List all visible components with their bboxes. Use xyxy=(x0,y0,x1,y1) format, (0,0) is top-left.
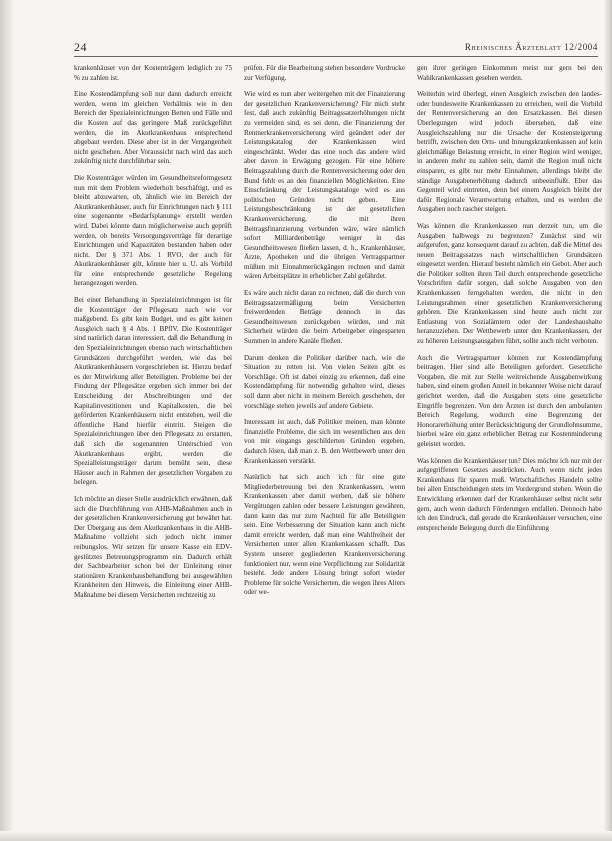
paragraph: Ich möchte an dieser Stelle ausdrücklich erwähnen, daß sich die Durchführung von AHB-Maßnahmen auch in der gesetzlichen Krankenversicherung gut bewährt hat. Der Übergang aus dem Akutkrankenhaus in die AHB-Maßnahme vollzieht sich jedoch nicht immer reibungslos. Wir setzen für unsere Kasse ein EDV-gestütztes Betreuungsprogramm ein. Dadurch erhält der Sachbearbeiter schon bei der Einleitung einer stationären Krankenhausbehandlung bei ausgewählten Krankheiten den Hinweis, die Einleitung einer AHB-Maßnahme bei diesem Versicherten rechtzeitig zu xyxy=(74,494,232,599)
paragraph: Es wäre auch nicht daran zu rechnen, daß die durch von Beitragssatzermäßigung beim Versicherten freiwerdenden Beträge dennoch in das Gesundheitswesen zurückgeben würden, und mit Sicherheit würden die beim Arbeitgeber eingesparten Summen in andere Kanäle fließen. xyxy=(244,289,405,346)
paragraph: krankenhäuser von der Kostenträgern lediglich zu 75 % zu zahlen ist. xyxy=(74,64,232,82)
paragraph: Was können die Krankenkassen nun derzeit tun, um die Ausgaben halbwegs zu begrenzen? Zunächst sind wir aufgerufen, ganz konsequent darauf zu achten, daß die Mittel des neuen Beitragssatzes nach wirtschaftlichen Grundsätzen eingesetzt werden. Hierauf besteht nämlich ein Gebot. Aber auch die Politiker sollten ihren Teil durch entsprechende gesetzliche Vorschriften dafür sorgen, daß solche Ausgaben von den Krankenkassen ferngehalten werden, die nicht in den Leistungsrahmen einer gesetzlichen Krankenversicherung gehören. Die Krankenkassen sind heute auch nicht zur Entlastung von Sozialämtern oder der Landeshaushalte heranzuziehen. Der Wettbewerb unter den Krankenkassen, der zu höheren Leistungsausgaben führt, sollte auch nicht verboten. xyxy=(417,221,602,346)
paragraph: Was können die Krankenhäuser tun? Dies möchte ich nur mit der aufgegriffenen Gesetzes ausdrücken. Auch wenn nicht jedes Krankenhaus für sparen muß. Wirtschaftliches Handeln sollte bei allen Entscheidungen stets im Vordergrund stehen. Wenn die Entwicklung erkennen darf der Krankenhäuser selbst nicht sehr gern, auch wenn dadurch Förderungen entfallen. Dennoch habe ich den Eindruck, daß gerade die Krankenhäuser versuchen, eine entsprechende Belegung durch die Einführung xyxy=(417,456,602,532)
page-header xyxy=(74,40,598,57)
paragraph: Bei einer Behandlung in Spezialeinrichtungen ist für die Kostenträger der Pflegesatz nach wie vor maßgebend. Es gibt kein Budget, und es gibt keinen Ausgleich nach § 4 Abs. 1 BPflV. Die Kostenträger sind natürlich daran interessiert, daß die Behandlung in den Spezialeinrichtungen ebenso nach wirtschaftlichen Grundsätzen durchgeführt werden, wie das bei Akutkrankenhäusern vorgeschrieben ist. Hierzu bedarf es der Mitwirkung aller Beteiligten. Probleme bei der Findung der Pflegesätze ergeben sich immer bei der Entscheidung der Abschreibungen und der Kapitalinvestitionen und Kapitalkosten, die bei geförderten Krankenhäusern nicht entstehen, weil die öffentliche Hand hierfür eintritt. Steigen die Spezialeinrichtungen über den Pflegesatz zu erstatten, daß sich die sogenannten Unterschied von Akutkrankenhaus ergibt, werden die Spezialleistungsträger darum bemüht sein, diese Häuser auch in Rahmen der gesetzlichen Vorgaben zu belegen. xyxy=(74,296,232,487)
scan-shadow-left xyxy=(0,0,14,841)
paragraph: Auch die Vertragspartner können zur Kostendämpfung beitragen. Hier sind alle Beteiligten gefordert. Gesetzliche Vorgaben, die mit zur Stelle weitreichende Ausgabenwirkung haben, sind einem großen Anteil in bekannter Weise nicht darauf gerichtet werden, daß die Ausgaben stets eine gesetzliche Eingriffe begrenzen. Von den Ärzten ist durch den ambulanten Bereich Regelung, wodurch eine Begrenzung der Honorarerhöhung unter Berücksichtigung der Grundlohnsumme, hierbei wäre ein ganz erheblicher Betrag zur Kostenminderung geleistet worden. xyxy=(417,353,602,448)
text-column-1 xyxy=(74,64,232,834)
scan-shadow-right xyxy=(604,0,612,841)
running-head: Rheinisches Ärzteblatt 12/2004 xyxy=(464,42,598,52)
paragraph: Wie wird es nun aber weitergehen mit der Finanzierung der gesetzlichen Krankenversicherung? Für mich steht fest, daß auch zukünftig Beitragssatzerhöhungen nicht zu vermeiden sind, es sei denn, die Finanzierung der Rentnerkrankenversicherung wird geändert oder der Leistungskatalog der Krankenkassen wird eingeschränkt. Weder das eine noch das andere wird aber davon in Erwägung gezogen. Für eine höhere Beitragszahlung durch die Rentenversicherung oder den Bund fehlt es an den finanziellen Möglichkeiten. Eine Einschränkung der Leistungskataloge wird es aus politischen Gründen nicht geben. Eine Leistungsbeschränkung ist der gesetzlichen Krankenversicherung, die mit ihren Beitragsfinanzierung verbunden wäre, wäre nämlich sofort Milliardenbeträge weniger in das Gesundheitswesen fließen lassen, d. h., Krankenhäuser, Ärzte, Apotheken und die übrigen Vertragspartner müßten mit Einnahmerückgängen rechnen und damit wären Arbeitsplätze in erheblicher Zahl gefährdet. xyxy=(244,90,405,281)
paragraph: Interessant ist auch, daß Politiker meinen, man könnte finanzielle Probleme, die sich im wesentlichen aus den von mir eingangs geschilderten Gründen ergeben, dadurch lösen, daß man z. B. den Wettbewerb unter den Krankenkassen verstärkt. xyxy=(244,418,405,465)
paragraph: prüfen. Für die Bearbeitung stehen besondere Vordrucke zur Verfügung. xyxy=(244,64,405,82)
text-column-2 xyxy=(244,64,405,834)
page-number: 24 xyxy=(74,40,87,54)
paragraph: Die Kostenträger würden im Gesundheitsreformgesetz nun mit dem Problem wiederholt beschäftigt, und es bleibt abzuwarten, ob, ähnlich wie im Bereich der Akutkrankenhäuser, auch für Einrichtungen nach § 111 eine sogenannte »Bedarfsplanung« erstellt werden wird. Dabei könnte dann möglicherweise auch geprüft werden, ob bereits Versorgungsverträge für derartige Einrichtungen und Kapazitäten bestanden haben oder nicht. Der § 371 Abs. 1 RVO, der auch für Akutkrankenhäuser gilt, könnte hier u. U. als Vorbild für eine entsprechende gesetzliche Regelung herangezogen werden. xyxy=(74,173,232,288)
paragraph: Weiterhin wird überlegt, einen Ausgleich zwischen den landes- oder bundesweite Krankenkassen zu erreichen, weil die Vorbild der Rentenversicherung an den Ersatzkassen. Bei diesen Überlegungen wird jedoch übersehen, daß eine Ausgleichszahlung nur die Ursache der Kostensteigerung betrifft, zwischen den Orts- und Innungskrankenkassen auf kein gleichmäßige Belastung erreicht, in einer Region wird weniger, in anderen mehr zu zahlen sein, damit die Region muß nicht einsparen, es gibt nur mehr Einnahmen, allerdings bleibt die ständige Ausgabenerhöhung dadurch unbeeinflußt. Eher das Gegenteil wird eintreten, denn bei einem Ausgleich bleibt der dafür Regionale Verantwortung erhalten, und es werden die Ausgaben noch rascher steigen. xyxy=(417,90,602,214)
paragraph: gen ihrer geringen Einkommen meist nur gern bei den Wahlkrankenkassen gesehen werden. xyxy=(417,64,602,82)
paragraph: Natürlich hat sich auch ich für eine gute Mitgliederbetreuung bei den Krankenkassen, wenn Krankenkassen aber damit werben, daß sie höhere Vergütungen zahlen oder bessere Leistungen gewähren, dann kann das nur zum Nachteil für alle Beteiligten sein. Eine Verbesserung der Situation kann auch nicht damit erreicht werden, daß man eine Wahlfreiheit der Versicherten unter allen Krankenkassen schafft. Das System unserer gegliederten Krankenversicherung funktioniert nur, wenn eine Verpflichtung zur Solidarität besteht. Jede andere Lösung bringt sofort wieder Probleme für solche Versicherten, die wegen ihres Alters oder we- xyxy=(244,473,405,597)
paragraph: Eine Kostendämpfung soll nur dann dadurch erreicht werden, wenn im gleichen Verhältnis wie in den Bereich der Spezialeinrichtungen Betten und Fälle und die Kosten auf das geringere Maß zurückgeführt werden, die im Akutkrankenhaus entsprechend abgebaut werden. Diese aber ist in der Vergangenheit nicht geschehen. Aber Voraussicht nach wird das auch zukünftig nicht durchführbar sein. xyxy=(74,90,232,166)
text-column-3 xyxy=(417,64,602,834)
paragraph: Darum denken die Politiker darüber nach, wie die Situation zu retten ist. Von vielen Seiten gibt es Vorschläge. Oft ist dabei einzig zu erkennen, daß eine Kostendämpfung für notwendig gehalten wird, dieses soll dann aber nicht in meinem Bereich geschehen, der vorschläge stehen jeweils auf andere Gebiete. xyxy=(244,353,405,410)
